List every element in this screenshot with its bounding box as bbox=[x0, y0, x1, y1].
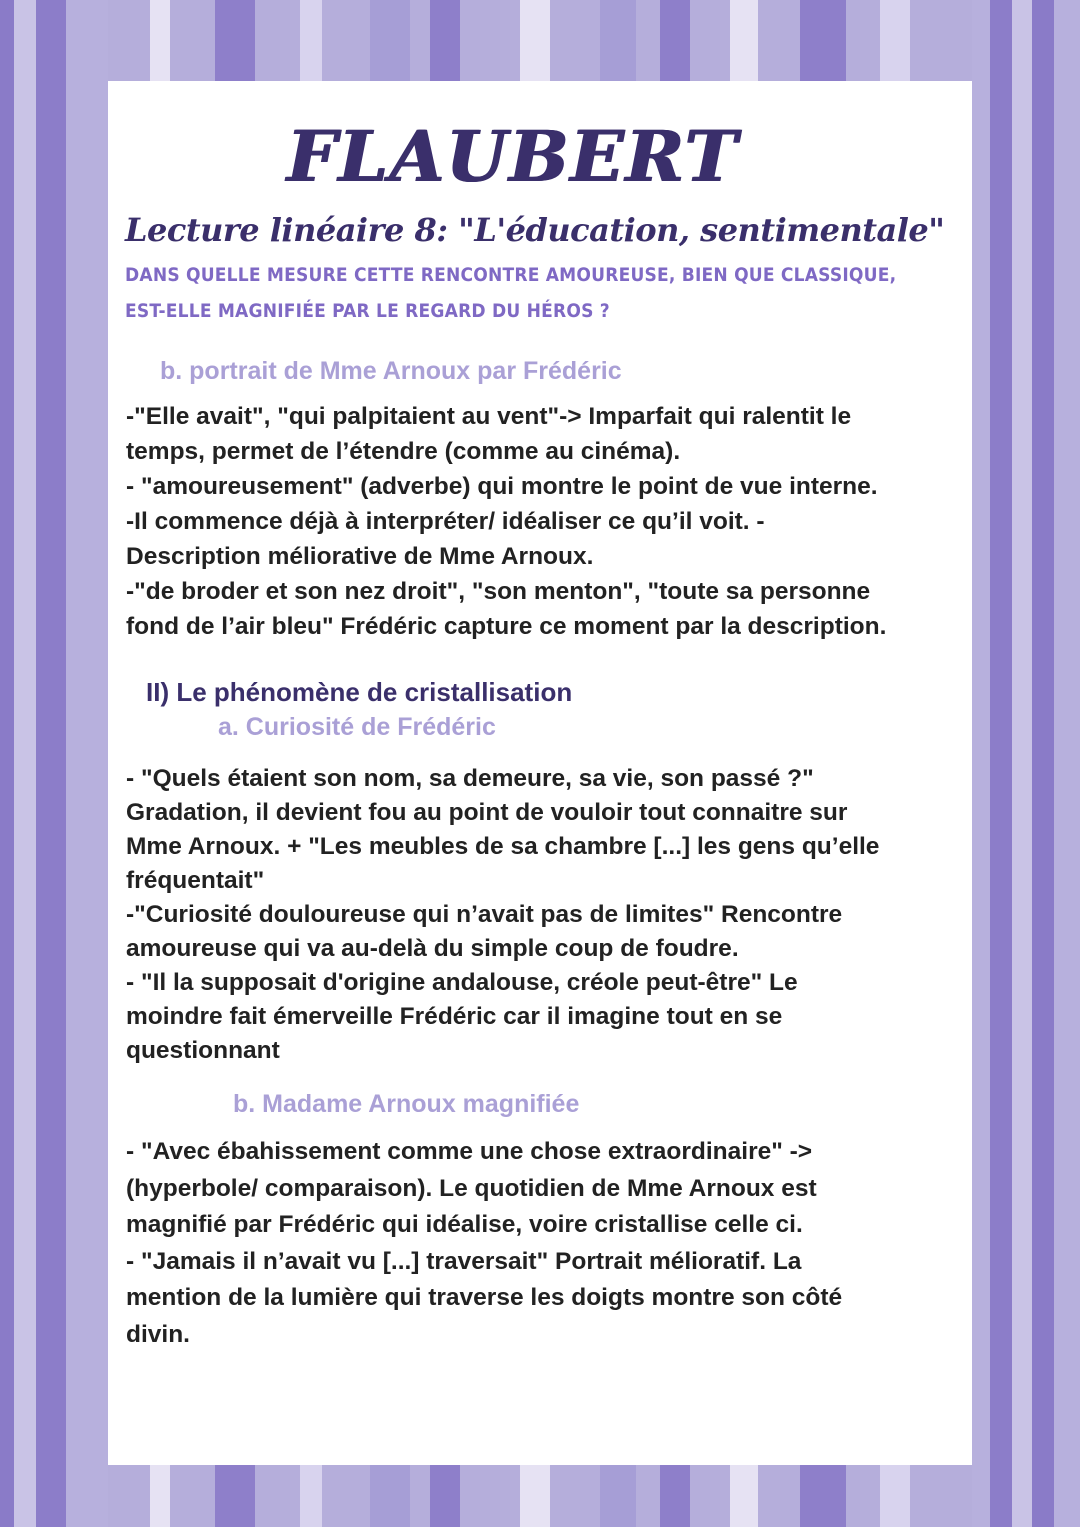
text-line: Gradation, il devient fou au point de vouloir tout connaitre sur bbox=[126, 799, 848, 826]
problematique-question bbox=[125, 257, 955, 329]
text-line: fréquentait" bbox=[126, 867, 265, 894]
text-line: -"de broder et son nez droit", "son menton", "toute sa personne bbox=[126, 578, 871, 605]
text-line: mention de la lumière qui traverse les doigts montre son côté bbox=[126, 1284, 843, 1311]
question-line: EST-ELLE MAGNIFIÉE PAR LE REGARD DU HÉROS ? bbox=[125, 300, 610, 322]
section-heading-curiosite: a. Curiosité de Frédéric bbox=[218, 713, 496, 741]
text-line: - "amoureusement" (adverbe) qui montre le point de vue interne. bbox=[126, 473, 878, 500]
part-heading-cristallisation: II) Le phénomène de cristallisation bbox=[146, 677, 573, 707]
text-line: - "Quels étaient son nom, sa demeure, sa vie, son passé ?" bbox=[126, 765, 814, 792]
text-line: - "Avec ébahissement comme une chose extraordinaire" -> bbox=[126, 1138, 813, 1165]
text-line: fond de l’air bleu" Frédéric capture ce moment par la description. bbox=[126, 613, 887, 640]
text-line: -"Elle avait", "qui palpitaient au vent"-> Imparfait qui ralentit le bbox=[126, 403, 852, 430]
text-line: temps, permet de l’étendre (comme au cinéma). bbox=[126, 438, 681, 465]
text-line: -Il commence déjà à interpréter/ idéaliser ce qu’il voit. - bbox=[126, 508, 765, 535]
section-heading-magnifiee: b. Madame Arnoux magnifiée bbox=[233, 1090, 580, 1118]
section-heading-portrait: b. portrait de Mme Arnoux par Frédéric bbox=[160, 357, 622, 385]
text-line: Mme Arnoux. + "Les meubles de sa chambre [...] les gens qu’elle bbox=[126, 833, 880, 860]
text-line: magnifié par Frédéric qui idéalise, voire cristallise celle ci. bbox=[126, 1211, 803, 1238]
text-line: moindre fait émerveille Frédéric car il imagine tout en se bbox=[126, 1003, 783, 1030]
content-card bbox=[108, 81, 972, 1465]
text-line: (hyperbole/ comparaison). Le quotidien de Mme Arnoux est bbox=[126, 1174, 817, 1202]
text-line: Description méliorative de Mme Arnoux. bbox=[126, 543, 594, 570]
page-title: FLAUBERT bbox=[287, 115, 739, 198]
text-line: divin. bbox=[126, 1320, 190, 1348]
text-line: amoureuse qui va au-delà du simple coup de foudre. bbox=[126, 935, 739, 962]
lecture-subtitle: Lecture linéaire 8: "L'éducation, sentimentale" bbox=[125, 211, 945, 249]
paragraph-curiosite bbox=[126, 762, 961, 1068]
text-line: -"Curiosité douloureuse qui n’avait pas de limites" Rencontre bbox=[126, 901, 843, 928]
paragraph-magnifiee bbox=[126, 1134, 961, 1353]
paragraph-portrait bbox=[126, 399, 961, 644]
text-line: - "Il la supposait d'origine andalouse, créole peut-être" Le bbox=[126, 969, 798, 996]
question-line: DANS QUELLE MESURE CETTE RENCONTRE AMOUREUSE, BIEN QUE CLASSIQUE, bbox=[125, 264, 897, 286]
text-line: - "Jamais il n’avait vu [...] traversait" Portrait mélioratif. La bbox=[126, 1247, 802, 1275]
text-line: questionnant bbox=[126, 1037, 280, 1064]
